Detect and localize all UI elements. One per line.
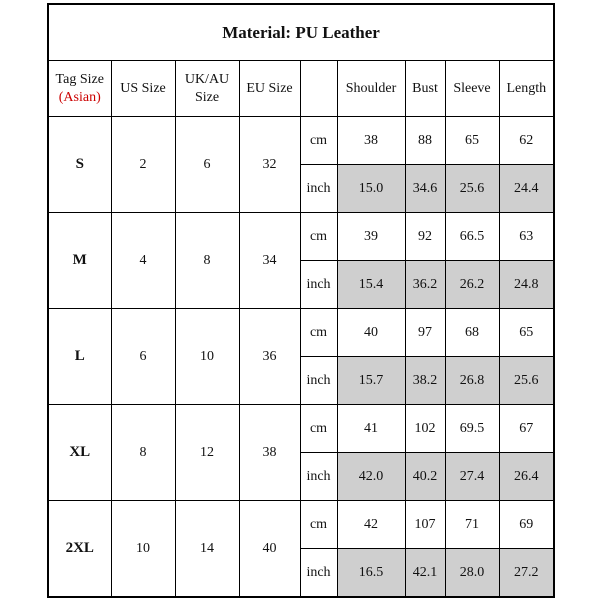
bust-cm-cell: 102 — [405, 405, 445, 453]
ukau-size-cell: 14 — [175, 501, 239, 598]
size-table — [47, 3, 555, 598]
unit-cell: cm — [300, 309, 337, 357]
shoulder-cm-cell: 40 — [337, 309, 405, 357]
bust-inch-cell: 40.2 — [405, 453, 445, 501]
table-row — [48, 117, 554, 165]
header-tag-size-note: (Asian) — [58, 89, 101, 105]
unit-cell: inch — [300, 549, 337, 598]
header-shoulder: Shoulder — [337, 61, 405, 117]
unit-cell: inch — [300, 357, 337, 405]
eu-size-cell: 40 — [239, 501, 300, 598]
unit-cell: inch — [300, 261, 337, 309]
header-ukau-line2: Size — [194, 89, 220, 105]
us-size-cell: 10 — [111, 501, 175, 598]
tag-size-cell: 2XL — [48, 501, 111, 598]
sleeve-cm-cell: 71 — [445, 501, 499, 549]
shoulder-inch-cell: 16.5 — [337, 549, 405, 598]
tag-size-cell: L — [48, 309, 111, 405]
bust-inch-cell: 38.2 — [405, 357, 445, 405]
header-ukau-size — [175, 61, 239, 117]
unit-cell: cm — [300, 213, 337, 261]
unit-cell: cm — [300, 405, 337, 453]
sleeve-cm-cell: 65 — [445, 117, 499, 165]
unit-cell: cm — [300, 501, 337, 549]
tag-size-cell: XL — [48, 405, 111, 501]
header-row — [48, 61, 554, 117]
sleeve-cm-cell: 68 — [445, 309, 499, 357]
sleeve-inch-cell: 27.4 — [445, 453, 499, 501]
shoulder-inch-cell: 42.0 — [337, 453, 405, 501]
eu-size-cell: 36 — [239, 309, 300, 405]
header-ukau-line1: UK/AU — [184, 71, 230, 87]
header-us-size: US Size — [111, 61, 175, 117]
table-row — [48, 213, 554, 261]
length-inch-cell: 24.8 — [499, 261, 554, 309]
shoulder-inch-cell: 15.7 — [337, 357, 405, 405]
shoulder-inch-cell: 15.4 — [337, 261, 405, 309]
sleeve-inch-cell: 28.0 — [445, 549, 499, 598]
tag-size-cell: M — [48, 213, 111, 309]
ukau-size-cell: 10 — [175, 309, 239, 405]
shoulder-cm-cell: 41 — [337, 405, 405, 453]
eu-size-cell: 32 — [239, 117, 300, 213]
bust-cm-cell: 92 — [405, 213, 445, 261]
unit-cell: inch — [300, 453, 337, 501]
sleeve-cm-cell: 69.5 — [445, 405, 499, 453]
length-inch-cell: 26.4 — [499, 453, 554, 501]
bust-inch-cell: 34.6 — [405, 165, 445, 213]
header-tag-size-label: Tag Size — [55, 71, 104, 87]
sleeve-cm-cell: 66.5 — [445, 213, 499, 261]
header-bust: Bust — [405, 61, 445, 117]
length-inch-cell: 25.6 — [499, 357, 554, 405]
length-cm-cell: 62 — [499, 117, 554, 165]
shoulder-cm-cell: 42 — [337, 501, 405, 549]
eu-size-cell: 34 — [239, 213, 300, 309]
bust-cm-cell: 97 — [405, 309, 445, 357]
unit-cell: cm — [300, 117, 337, 165]
length-inch-cell: 24.4 — [499, 165, 554, 213]
us-size-cell: 2 — [111, 117, 175, 213]
header-sleeve: Sleeve — [445, 61, 499, 117]
ukau-size-cell: 6 — [175, 117, 239, 213]
ukau-size-cell: 12 — [175, 405, 239, 501]
sleeve-inch-cell: 26.8 — [445, 357, 499, 405]
tag-size-cell: S — [48, 117, 111, 213]
length-cm-cell: 63 — [499, 213, 554, 261]
unit-cell: inch — [300, 165, 337, 213]
bust-cm-cell: 88 — [405, 117, 445, 165]
bust-inch-cell: 42.1 — [405, 549, 445, 598]
header-eu-size: EU Size — [239, 61, 300, 117]
length-cm-cell: 65 — [499, 309, 554, 357]
table-row — [48, 309, 554, 357]
us-size-cell: 8 — [111, 405, 175, 501]
size-chart — [47, 3, 553, 597]
length-cm-cell: 67 — [499, 405, 554, 453]
header-length: Length — [499, 61, 554, 117]
length-inch-cell: 27.2 — [499, 549, 554, 598]
sleeve-inch-cell: 25.6 — [445, 165, 499, 213]
table-row — [48, 501, 554, 549]
eu-size-cell: 38 — [239, 405, 300, 501]
table-row — [48, 405, 554, 453]
bust-cm-cell: 107 — [405, 501, 445, 549]
header-tag-size — [48, 61, 111, 117]
bust-inch-cell: 36.2 — [405, 261, 445, 309]
us-size-cell: 6 — [111, 309, 175, 405]
length-cm-cell: 69 — [499, 501, 554, 549]
table-title: Material: PU Leather — [48, 4, 554, 61]
shoulder-cm-cell: 39 — [337, 213, 405, 261]
ukau-size-cell: 8 — [175, 213, 239, 309]
shoulder-inch-cell: 15.0 — [337, 165, 405, 213]
header-unit — [300, 61, 337, 117]
shoulder-cm-cell: 38 — [337, 117, 405, 165]
us-size-cell: 4 — [111, 213, 175, 309]
sleeve-inch-cell: 26.2 — [445, 261, 499, 309]
